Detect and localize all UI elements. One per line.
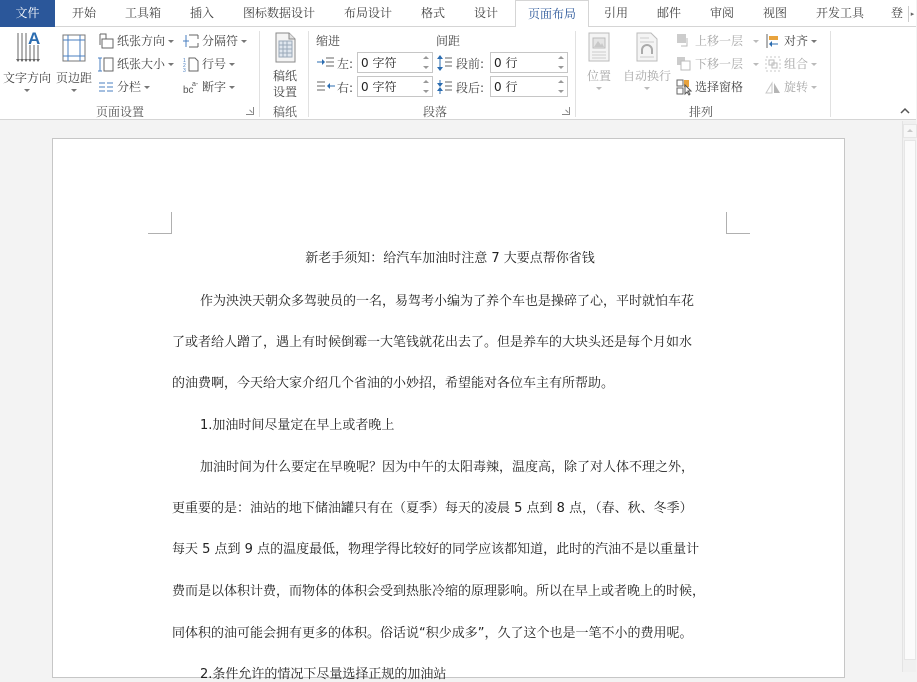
position-icon: [585, 29, 613, 65]
orientation-icon: [98, 33, 114, 49]
tab-insert[interactable]: 插入: [189, 6, 214, 20]
spacing-after-icon: [437, 79, 453, 95]
indent-right-label: 右:: [337, 81, 354, 95]
chevron-down-icon: [753, 63, 759, 66]
tab-format[interactable]: 格式: [420, 6, 445, 20]
tab-page-layout[interactable]: 页面布局: [515, 0, 589, 28]
tab-login[interactable]: 登: [890, 6, 903, 20]
ribbon: [0, 27, 916, 120]
group-separator: [308, 31, 309, 117]
document-title: 新老手须知：给汽车加油时注意 7 大要点帮你省钱: [305, 251, 595, 266]
columns-button[interactable]: 分栏: [98, 77, 150, 97]
margins-button[interactable]: 页边距: [53, 29, 95, 96]
wrap-text-icon: [633, 29, 661, 65]
chevron-down-icon: [811, 63, 817, 66]
spacing-header: 间距: [436, 34, 461, 48]
send-backward-button[interactable]: 下移一层: [676, 54, 759, 74]
spin-up-icon[interactable]: [423, 80, 429, 83]
paragraph-line: 了或者给人蹭了，遇上有时候倒霉一大笔钱就花出去了。但是养车的大块头还是每个月如水: [172, 335, 693, 350]
selection-pane-icon: [676, 79, 692, 95]
align-icon: [765, 33, 781, 49]
margins-icon: [59, 29, 89, 67]
paper-size-icon: [98, 56, 114, 72]
indent-left-label: 左:: [337, 57, 354, 71]
columns-icon: [98, 79, 114, 95]
chevron-down-icon: [168, 63, 174, 66]
manuscript-paper-icon: [271, 29, 299, 65]
paragraph-line: 每天 5 点到 9 点的温度最低，物理学得比较好的同学应该都知道，此时的汽油不是以重量计: [172, 542, 700, 557]
section-heading: 2.条件允许的情况下尽量选择正规的加油站: [200, 667, 447, 682]
align-button[interactable]: 对齐: [765, 31, 817, 51]
chevron-down-icon: [644, 87, 650, 90]
spacing-after-spinner[interactable]: [490, 76, 568, 97]
group-label-manuscript: 稿纸: [272, 105, 297, 119]
manuscript-setup-button[interactable]: 稿纸 设置: [264, 29, 306, 100]
group-separator: [830, 31, 831, 117]
chevron-down-icon: [24, 89, 30, 92]
send-backward-icon: [676, 56, 692, 72]
line-numbers-icon: [183, 56, 199, 72]
indent-left-icon: [317, 56, 335, 68]
margin-corner-marker: [148, 212, 172, 234]
spacing-before-input[interactable]: [491, 53, 551, 72]
breaks-icon: [183, 33, 199, 49]
chevron-down-icon: [144, 86, 150, 89]
hyphenation-button[interactable]: bc a- 断字: [183, 77, 235, 97]
indent-right-spinner[interactable]: [357, 76, 433, 97]
tab-file[interactable]: 文件: [0, 0, 55, 27]
bring-forward-button[interactable]: 上移一层: [676, 31, 759, 51]
text-direction-icon: [7, 29, 47, 67]
svg-text:3: 3: [183, 68, 186, 74]
chevron-down-icon: [71, 89, 77, 92]
spin-up-icon[interactable]: [558, 56, 564, 59]
rotate-icon: [765, 79, 781, 95]
chevron-down-icon: [753, 40, 759, 43]
indent-left-spinner[interactable]: [357, 52, 433, 73]
indent-header: 缩进: [316, 34, 341, 48]
tab-mailings[interactable]: 邮件: [656, 6, 681, 20]
group-label-arrange: 排列: [688, 105, 713, 119]
spacing-before-icon: [437, 55, 453, 71]
document-page[interactable]: [52, 138, 845, 682]
rotate-button[interactable]: 旋转: [765, 77, 817, 97]
chevron-down-icon: [811, 86, 817, 89]
spin-up-icon[interactable]: [423, 56, 429, 59]
chevron-down-icon: [229, 63, 235, 66]
svg-text:1: 1: [183, 58, 186, 64]
hyphenation-icon: [183, 79, 199, 95]
group-objects-button[interactable]: 组合: [765, 54, 817, 74]
selection-pane-button[interactable]: 选择窗格: [676, 77, 743, 97]
svg-text:bc: bc: [183, 85, 194, 96]
vertical-scrollbar[interactable]: [902, 121, 916, 672]
collapse-ribbon-icon[interactable]: [900, 107, 910, 115]
svg-text:a-: a-: [192, 81, 199, 88]
page-setup-dialog-launcher[interactable]: [246, 107, 254, 115]
group-separator: [575, 31, 576, 117]
chevron-down-icon: [229, 86, 235, 89]
position-button[interactable]: 位置: [580, 29, 618, 94]
spin-down-icon[interactable]: [558, 66, 564, 69]
tab-design[interactable]: 设计: [473, 6, 498, 20]
spacing-before-label: 段前:: [456, 57, 485, 71]
paragraph-line: 费而是以体积计费，而物体的体积会受到热胀冷缩的原理影响。所以在早上或者晚上的时候，: [172, 584, 706, 599]
indent-right-icon: [317, 80, 335, 92]
text-direction-button[interactable]: A 文字方向: [2, 29, 52, 96]
tab-developer[interactable]: 开发工具: [815, 6, 864, 20]
svg-text:2: 2: [183, 63, 186, 69]
wrap-text-button[interactable]: 自动换行: [620, 29, 674, 94]
chevron-down-icon: [596, 87, 602, 90]
group-label-page-setup: 页面设置: [95, 105, 144, 119]
spacing-after-input[interactable]: [491, 77, 551, 96]
chevron-down-icon: [241, 40, 247, 43]
bring-forward-icon: [676, 33, 692, 49]
spacing-before-spinner[interactable]: [490, 52, 568, 73]
spin-down-icon[interactable]: [423, 66, 429, 69]
tab-view[interactable]: 视图: [762, 6, 787, 20]
group-objects-icon: [765, 56, 781, 72]
paragraph-line: 作为泱泱天朝众多驾驶员的一名，易驾考小编为了养个车也是操碎了心，平时就怕车花: [200, 294, 695, 309]
chevron-down-icon: [168, 40, 174, 43]
breaks-button[interactable]: 分隔符: [183, 31, 247, 51]
paragraph-dialog-launcher[interactable]: [562, 107, 570, 115]
tab-home[interactable]: 开始: [71, 6, 96, 20]
tab-references[interactable]: 引用: [603, 6, 628, 20]
paragraph-line: 的油费啊，今天给大家介绍几个省油的小妙招，希望能对各位车主有所帮助。: [172, 376, 615, 391]
tab-layout-design[interactable]: 布局设计: [343, 6, 392, 20]
group-separator: [259, 31, 260, 117]
orientation-button[interactable]: 纸张方向: [98, 31, 174, 51]
spin-down-icon[interactable]: [558, 90, 564, 93]
indent-right-input[interactable]: [358, 77, 418, 96]
spin-up-icon[interactable]: [558, 80, 564, 83]
paragraph-line: 同体积的油可能会拥有更多的体积。俗话说“积少成多”，久了这个也是一笔不小的费用呢。: [172, 626, 693, 641]
indent-left-input[interactable]: [358, 53, 418, 72]
tab-toolbox[interactable]: 工具箱: [124, 6, 161, 20]
group-label-paragraph: 段落: [422, 105, 447, 119]
tab-scroll-right-button[interactable]: ▸: [908, 6, 916, 22]
tab-chart-data-design[interactable]: 图标数据设计: [242, 6, 315, 20]
paragraph-line: 更重要的是：油站的地下储油罐只有在（夏季）每天的凌晨 5 点到 8 点，（春、秋、冬季）: [172, 501, 693, 516]
spacing-after-label: 段后:: [456, 81, 485, 95]
scroll-thumb[interactable]: [904, 140, 916, 660]
svg-text:A: A: [28, 29, 41, 48]
paragraph-line: 加油时间为什么要定在早晚呢？因为中午的太阳毒辣，温度高，除了对人体不理之外，: [200, 460, 695, 475]
line-numbers-button[interactable]: 1 2 3 行号: [183, 54, 235, 74]
margin-corner-marker: [726, 212, 750, 234]
chevron-down-icon: [811, 40, 817, 43]
tab-review[interactable]: 审阅: [709, 6, 734, 20]
scroll-up-button[interactable]: [903, 124, 917, 138]
section-heading: 1.加油时间尽量定在早上或者晚上: [200, 418, 395, 433]
paper-size-button[interactable]: 纸张大小: [98, 54, 174, 74]
spin-down-icon[interactable]: [423, 90, 429, 93]
ribbon-tab-bar: [0, 0, 916, 27]
document-area: [0, 121, 916, 682]
